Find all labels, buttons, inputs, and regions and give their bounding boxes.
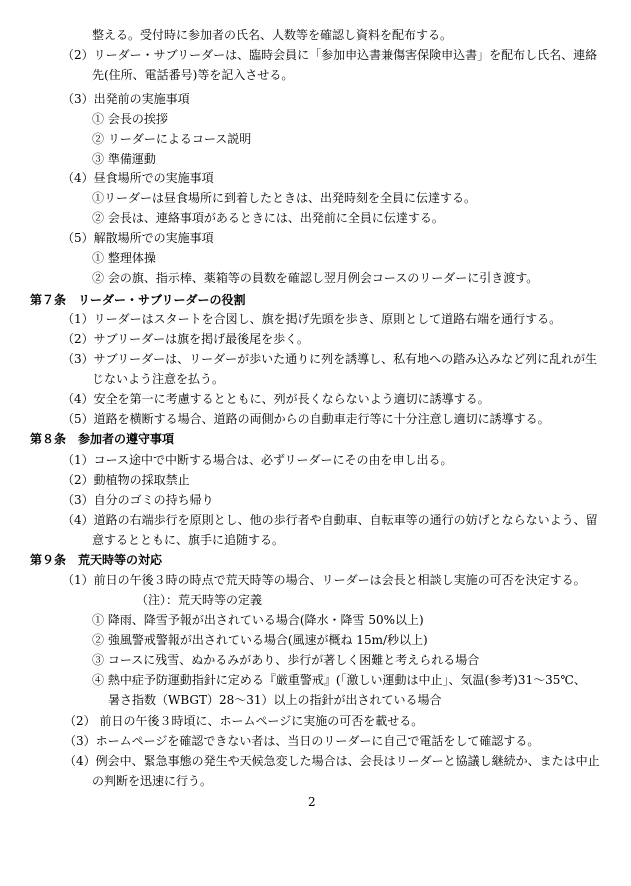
text-line: （1）前日の午後３時の時点で荒天時等の場合、リーダーは会長と相談し実施の可否を決定する。	[62, 573, 586, 587]
text-line: （4）道路の右端歩行を原則とし、他の歩行者や自動車、自転車等の通行の妨げとならないよう、留	[62, 513, 598, 527]
text-line: （2） 前日の午後３時頃に、ホームページに実施の可否を載せる。	[64, 714, 424, 728]
text-line: 先(住所、電話番号)等を記入させる。	[92, 68, 294, 82]
text-line: （1）リーダーはスタートを合図し、旗を掲げ先頭を歩き、原則として道路右端を通行する。	[62, 312, 562, 326]
text-line: （2）リーダー・サブリーダーは、臨時会員に「参加申込書兼傷害保険申込書」を配布し氏名、連絡	[62, 48, 598, 62]
text-line: ①リーダーは昼食場所に到着したときは、出発時刻を全員に伝達する。	[92, 191, 477, 205]
text-line: ② 会長は、連絡事項があるときには、出発前に全員に伝達する。	[92, 211, 444, 225]
section-heading: 第８条 参加者の遵守事項	[30, 432, 175, 446]
section-heading: 第９条 荒天時等の対応	[30, 553, 163, 567]
page-number: 2	[308, 795, 316, 809]
text-line: ② リーダーによるコース説明	[92, 132, 252, 146]
text-line: ④ 熱中症予防運動指針に定める『厳重警戒』(「激しい運動は中止」、気温(参考)31～35℃、	[92, 673, 586, 687]
text-line: （3）出発前の実施事項	[62, 92, 190, 106]
text-line: （注）：荒天時等の定義	[136, 593, 263, 607]
text-line: ① 会長の挨拶	[92, 112, 168, 126]
text-line: （4）例会中、緊急事態の発生や天候急変した場合は、会長はリーダーと協議し継続か、または中止	[64, 754, 600, 768]
text-line: （3）自分のゴミの持ち帰り	[62, 493, 214, 507]
text-line: ① 整理体操	[92, 251, 156, 265]
text-line: （5）解散場所での実施事項	[62, 231, 214, 245]
text-line: 暑さ指数（WBGT）28～31）以上の指針が出されている場合	[108, 693, 442, 707]
text-line: ② 会の旗、指示棒、薬箱等の員数を確認し翌月例会コースのリーダーに引き渡す。	[92, 271, 539, 285]
section-heading: 第７条 リーダー・サブリーダーの役割	[30, 293, 246, 307]
text-line: （4）昼食場所での実施事項	[62, 171, 214, 185]
text-line: ① 降雨、降雪予報が出されている場合(降水・降雪 50%以上)	[92, 613, 424, 627]
text-line: （3）ホームページを確認できない者は、当日のリーダーに自己で電話をして確認する。	[64, 734, 540, 748]
text-line: ③ コースに残雪、ぬかるみがあり、歩行が著しく困難と考えられる場合	[92, 653, 480, 667]
text-line: （2）サブリーダーは旗を掲げ最後尾を歩く。	[62, 332, 309, 346]
text-line: ② 強風警戒警報が出されている場合(風速が概ね 15m/秒以上)	[92, 633, 428, 647]
text-line: （3）サブリーダーは、リーダーが歩いた通りに列を誘導し、私有地への踏み込みなど列に乱れが生	[62, 352, 598, 366]
text-line: （1）コース途中で中断する場合は、必ずリーダーにその由を申し出る。	[62, 453, 453, 467]
text-line: （4）安全を第一に考慮するとともに、列が長くならないよう適切に誘導する。	[62, 392, 490, 406]
text-line: （2）動植物の採取禁止	[62, 473, 190, 487]
text-line: ③ 準備運動	[92, 152, 156, 166]
text-line: 整える。受付時に参加者の氏名、人数等を確認し資料を配布する。	[92, 28, 453, 42]
text-line: （5）道路を横断する場合、道路の両側からの自動車走行等に十分注意し適切に誘導する。	[62, 412, 550, 426]
text-line: の判断を迅速に行う。	[92, 774, 213, 788]
text-line: じないよう注意を払う。	[92, 372, 225, 386]
text-line: 意するとともに、旗手に追随する。	[92, 533, 285, 547]
